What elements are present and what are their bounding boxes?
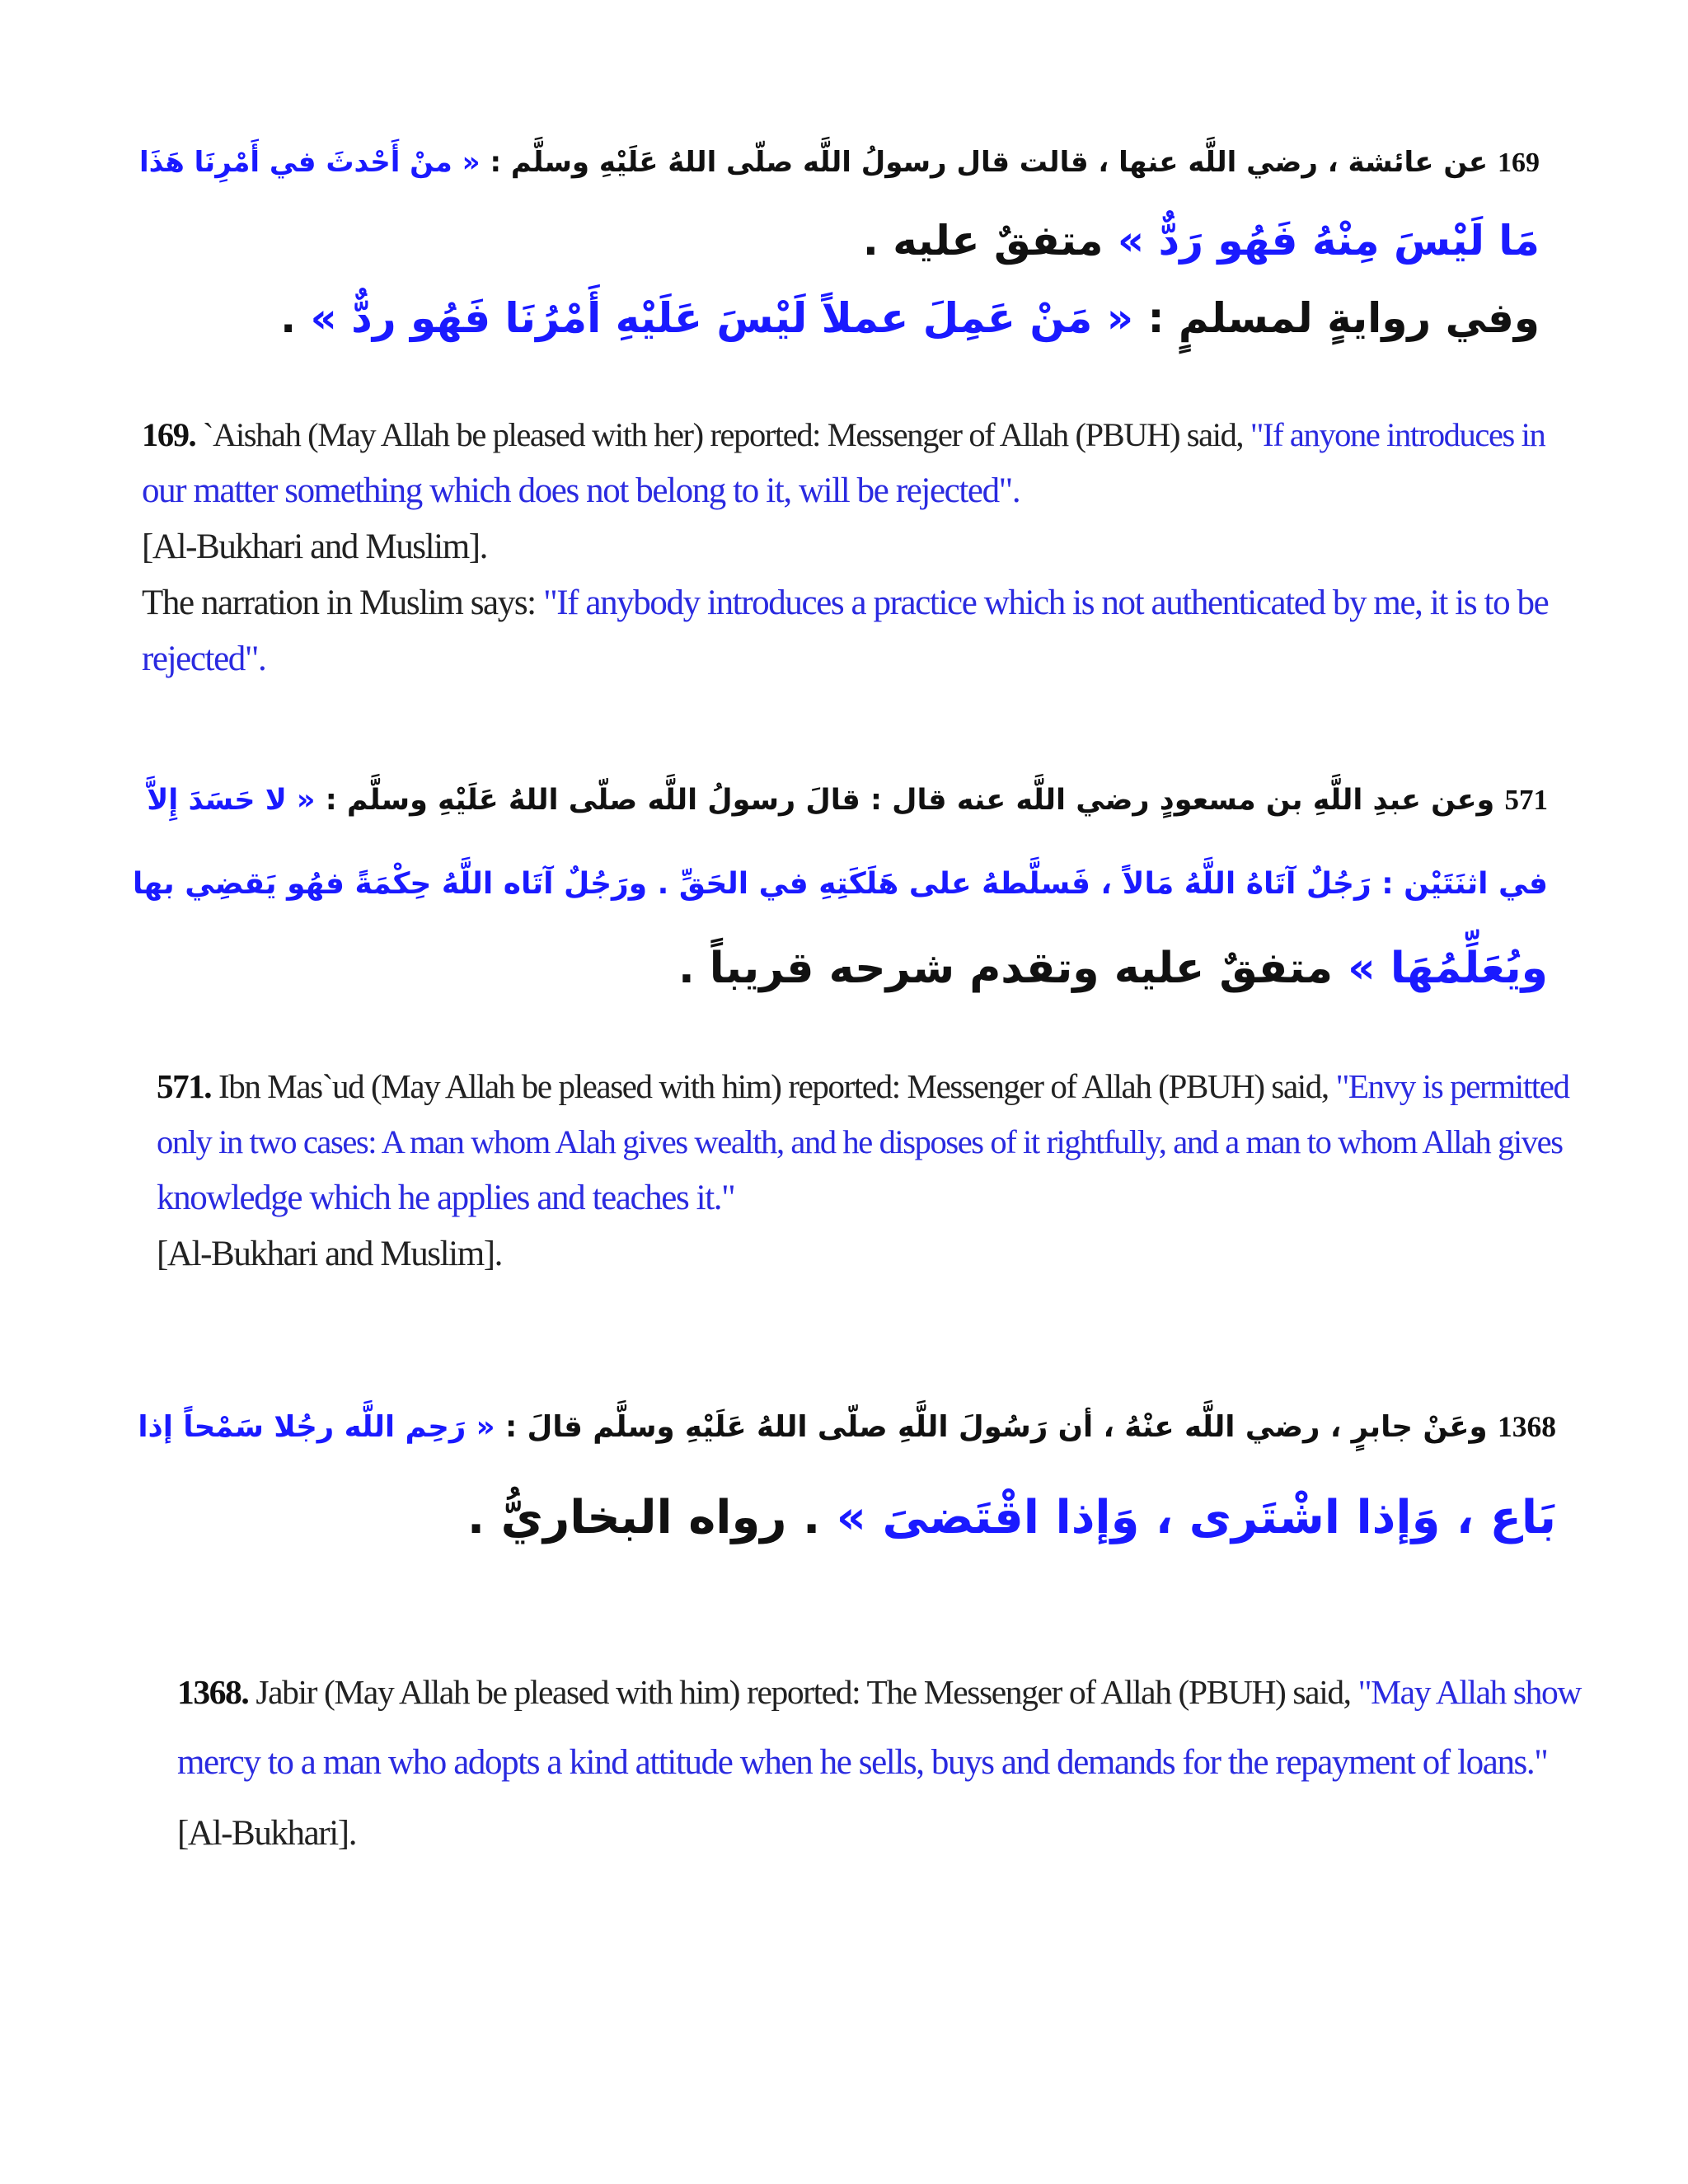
hadith-571-english-number: 571. xyxy=(157,1067,212,1105)
hadith-169-arabic-line-3 xyxy=(122,279,1540,357)
hadith-1368-english xyxy=(177,1657,1595,1869)
hadith-571-english-quote: "Envy is permitted xyxy=(1335,1067,1569,1105)
hadith-571-english-line-2: only in two cases: A man whom Alah gives wealth, and he disposes of it rightfully, and a man to whom Allah gives xyxy=(157,1123,1563,1160)
hadith-169-english-intro: `Aishah (May Allah be pleased with her) reported: Messenger of Allah (PBUH) said, xyxy=(195,416,1250,453)
hadith-571-arabic-source: متفقٌ عليه وتقدم شرحه قريباً . xyxy=(678,944,1348,993)
hadith-169-arabic-muslim-intro: وفي روايةٍ لمسلمٍ : xyxy=(1133,294,1540,342)
hadith-169-english-line-2: our matter something which does not belong to it, will be rejected". xyxy=(142,471,1020,510)
hadith-571-arabic xyxy=(130,758,1548,1010)
hadith-169-english-muslim-quote: "If anybody introduces a practice which is not authenticated by me, it is to be xyxy=(543,583,1549,622)
hadith-169-english-muslim-intro: The narration in Muslim says: xyxy=(142,583,544,622)
hadith-169-arabic-line-2 xyxy=(122,202,1540,279)
hadith-169-arabic-end: . xyxy=(280,294,311,342)
hadith-1368-english-source: [Al-Bukhari]. xyxy=(177,1814,357,1853)
hadith-571-arabic-quote: « لا حَسَدَ إِلاَّ xyxy=(147,784,316,817)
hadith-169-arabic-number: 169 xyxy=(1498,148,1540,178)
hadith-169-arabic-text: عن عائشة ، رضي اللَّه عنها ، قالت قال رسولُ اللَّه صلّى اللهُ عَلَيْهِ وسلَّم : xyxy=(480,146,1489,179)
hadith-169-english-source: [Al-Bukhari and Muslim]. xyxy=(142,527,488,566)
hadith-169-arabic-quote-cont: مَا لَيْسَ مِنْهُ فَهُو رَدٌّ » xyxy=(1117,217,1540,265)
hadith-169-arabic xyxy=(122,124,1540,357)
hadith-169-english-line-4 xyxy=(142,575,1559,631)
hadith-1368-english-line-1 xyxy=(177,1657,1595,1727)
hadith-1368-arabic-source: . رواه البخاريُّ . xyxy=(467,1491,837,1544)
hadith-571-arabic-line-3 xyxy=(130,926,1548,1010)
hadith-1368-english-intro: Jabir (May Allah be pleased with him) reported: The Messenger of Allah (PBUH) said, xyxy=(248,1673,1358,1711)
hadith-571-english-line-3: knowledge which he applies and teaches it." xyxy=(157,1179,735,1217)
hadith-571-arabic-line-2: في اثنَتَيْن : رَجُلٌ آتَاهُ اللَّهُ مَالاً ، فَسلَّطهُ على هَلَكَتِهِ في الحَقِّ . ورَجُلٌ آتَاه اللَّهُ حِكْمَةً فهُو يَقضِي بها xyxy=(132,867,1548,901)
hadith-1368-arabic-quote-end: بَاع ، وَإذا اشْتَرى ، وَإذا اقْتَضىَ » xyxy=(836,1491,1556,1544)
hadith-169-arabic-line-1 xyxy=(122,124,1540,202)
hadith-169-arabic-muslim-quote: « مَنْ عَمِلَ عملاً لَيْسَ عَلَيْهِ أَمْرُنَا فَهُو ردٌّ » xyxy=(310,294,1134,342)
hadith-571-arabic-text: وعن عبدِ اللَّهِ بن مسعودٍ رضي اللَّه عنه قال : قالَ رسولُ اللَّه صلّى اللهُ عَلَيْهِ وسلَّم : xyxy=(315,784,1505,817)
hadith-1368-arabic-line-2 xyxy=(122,1473,1556,1563)
hadith-169-english-quote: "If anyone introduces in xyxy=(1250,416,1545,453)
hadith-169-english-number: 169. xyxy=(142,416,196,453)
hadith-169-arabic-quote: « منْ أَحْدثَ في أَمْرِنَا هَذَا xyxy=(138,146,481,179)
hadith-1368-arabic-text: وعَنْ جابرٍ ، رضي اللَّه عنْهُ ، أن رَسُولَ اللَّهِ صلّى اللهُ عَلَيْهِ وسلَّم قالَ : xyxy=(495,1410,1498,1444)
hadith-169-arabic-source: متفقٌ عليه . xyxy=(862,217,1118,265)
hadith-571-arabic-line-1 xyxy=(130,758,1548,842)
hadith-571-english-source: [Al-Bukhari and Muslim]. xyxy=(157,1235,503,1273)
hadith-1368-arabic-line-1 xyxy=(122,1381,1556,1473)
hadith-571-english-line-1 xyxy=(157,1058,1574,1114)
hadith-1368-arabic-quote: « رَحِم اللَّه رجُلا سَمْحاً إذا xyxy=(138,1410,495,1444)
hadith-1368-english-line-2: mercy to a man who adopts a kind attitude when he sells, buys and demands for the repayment of loans." xyxy=(177,1743,1548,1782)
hadith-169-english-line-5: rejected". xyxy=(142,640,266,678)
hadith-169-english-line-1 xyxy=(142,407,1559,463)
hadith-169-english xyxy=(142,407,1559,687)
hadith-1368-arabic xyxy=(122,1381,1556,1563)
hadith-571-english xyxy=(157,1058,1574,1282)
hadith-1368-english-quote: "May Allah show xyxy=(1357,1673,1581,1711)
hadith-571-arabic-quote-end: ويُعَلِّمُهَا » xyxy=(1348,944,1548,993)
hadith-571-english-intro: Ibn Mas`ud (May Allah be pleased with him) reported: Messenger of Allah (PBUH) said, xyxy=(211,1067,1336,1105)
hadith-1368-english-number: 1368. xyxy=(177,1673,249,1711)
hadith-571-arabic-number: 571 xyxy=(1504,784,1548,816)
hadith-1368-arabic-number: 1368 xyxy=(1498,1410,1556,1443)
